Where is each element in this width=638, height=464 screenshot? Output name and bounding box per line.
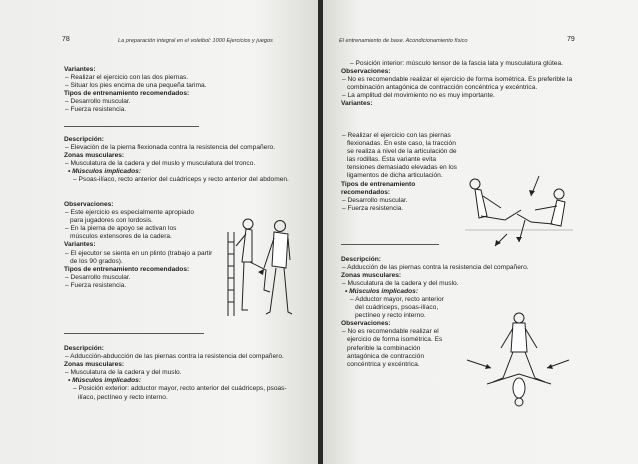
list-item: – Fuerza resistencia. — [342, 204, 404, 212]
zonas-heading: Zonas musculares: — [64, 361, 125, 369]
exercise-block-2 — [64, 136, 300, 185]
exercise-illustration-adduction — [463, 308, 573, 408]
musculos-heading: • Músculos implicados: — [345, 288, 419, 296]
descripcion-heading: Descripción: — [341, 256, 381, 263]
musculos-heading: • Músculos implicados: — [68, 168, 142, 176]
descripcion-text: – Adducción de las piernas contra la resistencia del compañero. — [342, 264, 529, 272]
observaciones-text: – No es recomendable realizar el ejercicio de forma isométrica. Es preferible la combinación antagónica de contracción concéntrica y excéntrica. — [342, 328, 443, 368]
exercise-illustration-leg-pull — [461, 160, 577, 252]
observaciones-heading: Observaciones: — [341, 320, 391, 328]
descripcion-text: – Elevación de la pierna flexionada contra la resistencia del compañero. — [65, 144, 276, 152]
list-item: – La amplitud del movimiento no es muy importante. — [342, 92, 495, 100]
variantes-heading: Variantes: — [64, 66, 96, 73]
variantes-heading: Variantes: — [64, 241, 96, 249]
separator — [341, 244, 439, 245]
musculos-text: – Posición exterior: adductor mayor, recto anterior del cuádriceps, psoas-ilíaco, pectíneo y recto interno. — [73, 385, 287, 401]
musculos-text: – Posición interior: músculo tensor de la fascia lata y musculatura glútea. — [350, 60, 563, 67]
page-number: 78 — [62, 36, 70, 43]
observaciones-heading: Observaciones: — [64, 201, 114, 208]
list-item: – Fuerza resistencia. — [65, 281, 127, 289]
descripcion-text: – Adducción-abducción de las piernas contra la resistencia del compañero. — [65, 353, 284, 361]
variantes-text: – El ejecutor se sienta en un plinto (trabajo a partir de los 90 grados). — [65, 249, 213, 265]
exercise-block-3-variants — [341, 132, 461, 213]
zonas-text: – Musculatura de la cadera y del muslo y musculatura del tronco. — [65, 160, 256, 168]
descripcion-heading: Descripción: — [64, 345, 104, 352]
list-item: – Este ejercicio es especialmente apropiado para jugadores con lordosis. — [65, 209, 195, 225]
exercise-block-1 — [64, 66, 284, 115]
separator — [64, 333, 204, 334]
list-item: – Fuerza resistencia. — [65, 106, 127, 114]
exercise-block-3-cont — [341, 60, 573, 109]
list-item: – No es recomendable realizar el ejercicio de forma isométrica. Es preferible la combinación antagónica de contracción concéntrica y excéntrica. — [342, 76, 573, 92]
right-page — [323, 0, 638, 464]
page-number: 79 — [567, 36, 575, 43]
left-page — [0, 0, 318, 464]
tipos-heading: Tipos de entrenamiento recomendados: — [64, 90, 190, 98]
observaciones-heading: Observaciones: — [341, 68, 391, 76]
list-item: – Desarrollo muscular. — [65, 273, 131, 281]
variantes-text: – Realizar el ejercicio con las piernas flexionadas. En este caso, la tracción se realiza a nivel de la articulación de las rodillas. Esta variante evita tensiones demasiado elevadas en los ligamentos de dicha articulación. — [342, 132, 457, 180]
list-item: – Realizar el ejercicio con las dos piernas. — [65, 74, 189, 82]
exercise-illustration-knee-raise — [222, 212, 304, 318]
descripcion-heading: Descripción: — [64, 136, 104, 143]
musculos-heading: • Músculos implicados: — [68, 377, 142, 385]
zonas-heading: Zonas musculares: — [64, 152, 125, 160]
musculos-text: – Adductor mayor, recto anterior del cuádriceps, psoas-ilíaco, pectíneo y recto interno. — [350, 296, 444, 320]
running-head: La preparación integral en el voleibol: 1000 Ejercicios y juegos — [118, 38, 273, 44]
zonas-heading: Zonas musculares: — [341, 272, 402, 280]
list-item: – Desarrollo muscular. — [65, 98, 131, 106]
variantes-heading: Variantes: — [341, 100, 373, 108]
zonas-text: – Musculatura de la cadera y del muslo. — [65, 369, 182, 377]
exercise-block-2-notes — [64, 201, 213, 290]
running-head: El entrenamiento de base. Acondicionamiento físico — [339, 38, 468, 44]
list-item: – En la pierna de apoyo se activan los músculos extensores de la cadera. — [65, 225, 177, 241]
list-item: – Desarrollo muscular. — [342, 196, 408, 204]
tipos-heading: Tipos de entrenamiento recomendados: — [64, 265, 190, 273]
list-item: – Situar los pies encima de una pequeña tarima. — [65, 82, 207, 90]
tipos-heading: Tipos de entrenamiento recomendados: — [341, 180, 416, 196]
separator — [64, 126, 199, 127]
musculos-text: – Psoas-ilíaco, recto anterior del cuádriceps y recto anterior del abdomen. — [73, 176, 289, 184]
zonas-text: – Musculatura de la cadera y del muslo. — [342, 280, 459, 288]
exercise-block-4 — [341, 256, 573, 296]
exercise-block-4-notes — [341, 296, 449, 369]
exercise-block-3 — [64, 345, 300, 402]
